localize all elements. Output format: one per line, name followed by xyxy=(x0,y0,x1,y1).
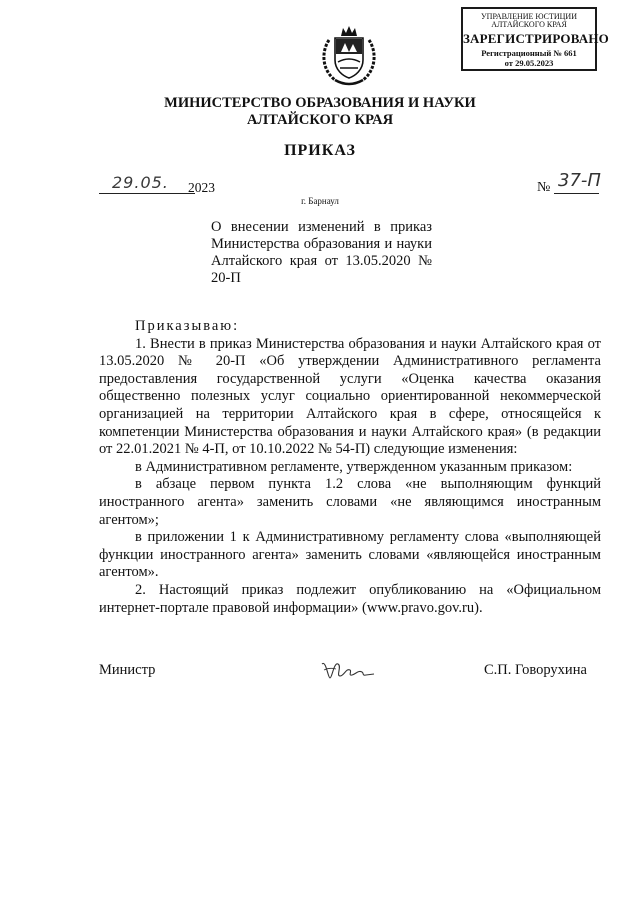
signature-icon xyxy=(318,656,378,684)
stamp-reg-number: Регистрационный № 661 xyxy=(481,48,577,58)
order-word: Приказываю: xyxy=(135,318,240,334)
paragraph-5: 2. Настоящий приказ подлежит опубликованию на «Официальном интернет-портале правовой информации» (www.pravo.gov.ru). xyxy=(99,581,601,616)
order-number-label: № xyxy=(537,180,551,195)
stamp-status: ЗАРЕГИСТРИРОВАНО xyxy=(463,31,609,46)
stamp-reg-date: от 29.05.2023 xyxy=(504,58,554,68)
order-date-handwritten: 29.05. xyxy=(112,173,169,192)
order-body xyxy=(99,318,601,617)
order-year: 2023 xyxy=(188,180,215,195)
paragraph-4: в приложении 1 к Административному регламенту слова «выполняющей функции иностранного агента» заменить словами «являющейся иностранным агентом». xyxy=(99,529,601,581)
signatory-name: С.П. Говорухина xyxy=(484,662,587,678)
ministry-name-line1: МИНИСТЕРСТВО ОБРАЗОВАНИЯ И НАУКИ xyxy=(164,95,476,111)
registration-stamp xyxy=(461,7,609,71)
ministry-name-line2: АЛТАЙСКОГО КРАЯ xyxy=(246,112,394,128)
number-underline xyxy=(554,193,599,194)
city: г. Барнаул xyxy=(301,196,339,206)
coat-of-arms-icon xyxy=(319,22,379,88)
paragraph-1: 1. Внести в приказ Министерства образования и науки Алтайского края от 13.05.2020 № 20-П «Об утверждении Административного регламента предоставления государственной услуги «Оценка качества оказания общественно полезных услуг социально ориентированной некоммерческой организацией на территории Алтайского края в сфере, относящейся к компетенции Министерства образования и науки Алтайского края» (в редакции от 22.01.2021 № 4-П, от 10.10.2022 № 54-П) следующие изменения: xyxy=(99,335,601,458)
paragraph-2: в Административном регламенте, утвержденном указанным приказом: xyxy=(135,458,573,475)
stamp-line1: УПРАВЛЕНИЕ ЮСТИЦИИ xyxy=(481,12,577,21)
document-title: ПРИКАЗ xyxy=(284,142,356,159)
order-subject: О внесении изменений в приказ Министерства образования и науки Алтайского края от 13.05.2020 № 20-П xyxy=(211,219,432,286)
order-number-handwritten: 37-П xyxy=(558,170,601,191)
signatory-position: Министр xyxy=(99,662,156,678)
date-underline xyxy=(99,193,195,194)
paragraph-3: в абзаце первом пункта 1.2 слова «не выполняющим функций иностранного агента» заменить словами «не являющимся иностранным агентом»; xyxy=(99,476,601,528)
stamp-line2: АЛТАЙСКОГО КРАЯ xyxy=(491,20,567,29)
